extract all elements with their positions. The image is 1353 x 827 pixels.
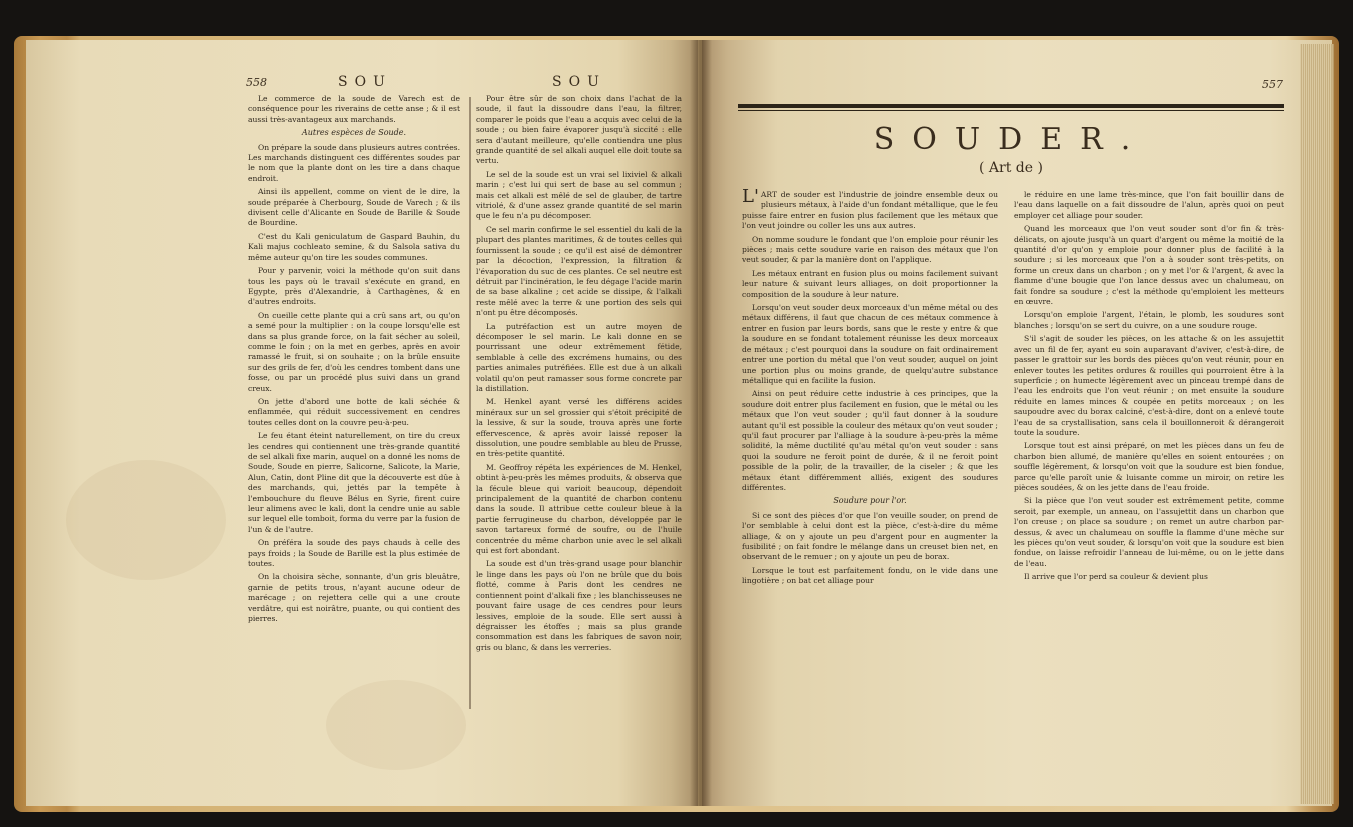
paper-stain [66,460,226,580]
article-title: SOUDER. [873,122,1149,157]
paragraph: Le feu étant éteint naturellement, on tire du creux les cendres qui contiennent une très-grande quantité de sel alkali fixe marin, auquel on a donné les noms de Soude, Soude en pierre, Salicorne, Salicote, la Marie, Alun, Catin, dont Pline dit que la découverte est dûe à des marchands, qui, jettés par la tempête à l'embouchure du fleuve Bélus en Syrie, firent cuire leur alimens avec le kali, dont la cendre unie au sable sur lequel elle tomboit, forma du verre par la fusion de l'un & de l'autre. [248,431,460,534]
paragraph: le réduire en une lame très-mince, que l'on fait bouillir dans de l'eau dans laquelle on a fait dissoudre de l'alun, après quoi on peut employer cet alliage pour souder. [1014,190,1284,220]
paragraph: Le sel de la soude est un vrai sel lixiviel & alkali marin ; c'est lui qui sert de base au sel commun ; mais cet alkali est mêlé de sel de glauber, de tartre vitriolé, & d'une assez grande quantité de sel marin que le feu n'a pu décomposer. [476,169,682,221]
paragraph: On cueille cette plante qui a crû sans art, ou qu'on a semé pour la multiplier : on la coupe lorsqu'elle est dans sa plus grande force, on la fait sécher au soleil, comme le foin ; on la met en gerbes, après en avoir ramassé le fruit, si on souhaite ; on la brûle ensuite sur des grils de fer, d'où les cendres tombent dans une fosse, ou par un procédé plus suivi dans un grand creux. [248,310,460,393]
paragraph: Le commerce de la soude de Varech est de conséquence pour les riverains de cette anse ; & il est aussi très-avantageux aux marchands. [248,94,460,124]
right-page-number: 557 [1262,78,1283,91]
paragraph: L'ART de souder est l'industrie de joindre ensemble deux ou plusieurs métaux, à l'aide d'un fondant métallique, que le feu puisse faire entrer en fusion plus facilement que les métaux que l'on veut joindre ou coller les uns aux autres. [742,186,998,231]
paragraph: Ainsi on peut réduire cette industrie à ces principes, que la soudure doit entrer plus facilement en fusion, que le métal ou les métaux que l'on veut souder ; qu'il faut donner à la soudure autant qu'il est possible la couleur des métaux qu'on veut souder ; qu'il faut procurer par l'alliage à la soudure à-peu-près la même solidité, la même ductilité qu'au métal qu'on veut souder : sans quoi la soudure ne feroit point de durée, & il ne feroit point possible de la polir, de la travailler, de la ciseler ; & que les métaux étant différemment alliés, exigent des soudures différentes. [742,389,998,492]
paragraph: Pour être sûr de son choix dans l'achat de la soude, il faut la dissoudre dans l'eau, la filtrer, comparer le poids que l'eau a acquis avec celui de la soude ; ou bien faire évaporer jusqu'à siccité : elle sera d'autant meilleure, qu'elle contiendra une plus grande quantité de sel alkali auquel elle doit toute sa vertu. [476,94,682,166]
column-bracket [469,97,471,709]
paragraph: M. Henkel ayant versé les différens acides minéraux sur un sel grossier qui s'étoit précipité de la lessive, & sur la soude, trouva après une forte effervescence, & après avoir laissé reposer la dissolution, une poudre semblable au bleu de Prusse, en très-petite quantité. [476,397,682,459]
article-subtitle: ( Art de ) [979,160,1043,176]
paragraph: Il arrive que l'or perd sa couleur & devient plus [1024,572,1208,582]
paragraph: Lorsque tout est ainsi préparé, on met les pièces dans un feu de charbon bien allumé, de manière qu'elles en soient entourées ; on souffle légèrement, & lorsqu'on voit que la soudure est bien fondue, parce qu'elle paroît unie & luisante comme un miroir, on retire les pièces soudées, & on les jette dans de l'eau froide. [1014,441,1284,492]
page-block-edge [1300,44,1334,804]
book-gutter [690,40,712,806]
paragraph: Si ce sont des pièces d'or que l'on veuille souder, on prend de l'or semblable à celui dont est la pièce, c'est-à-dire du même alliage, & on y ajoute un peu d'argent pour en augmenter la fusibilité ; on fait fondre le mélange dans un creuset bien net, en observant de le remuer ; on y ajoute un peu de borax. [742,510,998,562]
section-heading: Soudure pour l'or. [833,496,907,506]
paragraph: On préféra la soude des pays chauds à celle des pays froids ; la Soude de Barille est la plus estimée de toutes. [248,538,460,569]
paragraph: C'est du Kali geniculatum de Gaspard Bauhin, du Kali majus cochleato semine, & du Salsola sativa du même auteur qu'on tire les soudes communes. [248,231,460,262]
section-heading: Autres espèces de Soude. [301,128,407,138]
left-column-2 [476,94,682,794]
paragraph: On nomme soudure le fondant que l'on emploie pour réunir les pièces ; mais cette soudure varie en raison des métaux que l'on veut souder, & par la manière dont on l'applique. [742,234,998,265]
left-running-head-2: SOU [552,74,606,90]
paragraph: Quand les morceaux que l'on veut souder sont d'or fin & très-délicats, on ajoute jusqu'à un quart d'argent ou même la moitié de la quantité d'or qu'on y emploie pour donner plus de facilité à la soudure ; si les morceaux que l'on a à souder sont très-petits, on forme un creux dans un charbon ; on y met l'or & l'argent, & avec la flamme d'une bougie que l'on lance dessus avec un chalumeau, on fait fondre sa soudure ; c'est la méthode qu'emploient les metteurs en œuvre. [1014,224,1284,307]
right-column-1 [742,186,998,800]
paragraph: Pour y parvenir, voici la méthode qu'on suit dans tous les pays où le travail s'exécute en grand, en Egypte, près d'Alexandrie, à Carthagènes, & en d'autres endroits. [248,266,460,307]
paragraph: Les métaux entrant en fusion plus ou moins facilement suivant leur nature & suivant leurs alliages, on doit proportionner la composition de la soudure à leur nature. [742,268,998,299]
left-column-1 [248,94,460,794]
paragraph: Si la pièce que l'on veut souder est extrêmement petite, comme seroit, par exemple, un anneau, on l'assujettit dans un charbon que l'on creuse ; on place sa soudure ; on remet un autre charbon par-dessus, & avec un chalumeau on souffle la flamme d'une mèche sur les pièces qu'on veut souder, & lorsqu'on voit que la soudure est bien fondue, on laisse refroidir l'anneau de lui-même, ou on le jette dans de l'eau. [1014,496,1284,568]
paragraph: Lorsqu'on emploie l'argent, l'étain, le plomb, les soudures sont blanches ; lorsqu'on se sert du cuivre, on a une soudure rouge. [1014,310,1284,330]
left-page-number: 558 [246,76,267,89]
paragraph: S'il s'agit de souder les pièces, on les attache & on les assujettit avec un fil de fer, ayant eu soin auparavant d'aviver, c'est-à-dire, de passer le grattoir sur les bords des pièces qu'on veut réunir, pour en enlever toutes les petites ordures & rouilles qui pourroient être à la superficie ; on humecte légèrement avec un pinceau trempé dans de l'eau les endroits que l'on veut réunir ; on met ensuite la soudure réduite en lames minces & coupée en petits morceaux ; on les saupoudre avec du borax calciné, c'est-à-dire, dont on a enlevé toute l'eau de sa crystallisation, sans cela il bouillonneroit & dérangeroit toute la soudure. [1014,334,1284,437]
paragraph: La putréfaction est un autre moyen de décomposer le sel marin. Le kali donne en se pourrissant une odeur extrêmement fétide, semblable à celle des excrémens humains, ou des parties animales putréfiées. Elle est due à un alkali volatil qu'on peut ramasser sous forme concrete par la distillation. [476,321,682,393]
paragraph: Lorsqu'on veut souder deux morceaux d'un même métal ou des métaux différens, il faut que chacun de ces métaux commence à entrer en fusion par leurs bords, sans que le reste y entre & que la soudure en se fondant totalement réunisse les deux morceaux de métaux ; c'est pourquoi dans la soudure on fait ordinairement entrer une portion du métal que l'on veut souder, auquel on joint une portion plus ou moins grande, de quelqu'autre substance métallique qui en facilite la fusion. [742,303,998,385]
right-column-2 [1014,190,1284,800]
paragraph: Ainsi ils appellent, comme on vient de le dire, la soude préparée à Cherbourg, Soude de Varech ; & ils divisent celle d'Alicante en Soude de Barille & Soude de Bourdine. [248,187,460,228]
title-rule-thick [738,104,1284,108]
paragraph: La soude est d'un très-grand usage pour blanchir le linge dans les pays où l'on ne brûle que du bois flotté, comme à Paris dont les cendres ne contiennent point d'alkali fixe ; les blanchisseuses ne pouvant faire usage de ces cendres pour leurs lessives, emploie de la soude. Elle sert aussi à dégraisser les étoffes ; mais sa plus grande consommation est dans les fabriques de savon noir, gris ou blanc, & dans les verreries. [476,559,682,652]
paragraph: M. Geoffroy répéta les expériences de M. Henkel, obtint à-peu-près les mêmes produits, & observa que la fécule bleue qui varioit beaucoup, dépendoit principalement de la quantité de charbon contenu dans la soude. Il attribue cette couleur bleue à la partie ferrugineuse du charbon, développée par le savon tartareux formé de soufre, ou de l'huile concentrée du même charbon unie avec le sel alkali qui est fort abondant. [476,462,682,556]
title-rule-thin [738,110,1284,111]
paragraph: Lorsque le tout est parfaitement fondu, on le vide dans une lingotière ; on bat cet alliage pour [742,565,998,586]
left-running-head-1: SOU [338,74,392,90]
paragraph: On jette d'abord une botte de kali séchée & enflammée, qui réduit successivement en cendres toutes celles dont on la couvre peu-à-peu. [248,396,460,427]
paragraph: Ce sel marin confirme le sel essentiel du kali de la plupart des plantes maritimes, & de toutes celles qui fournissent la soude ; ce qu'il est aisé de démontrer par la décoction, l'expression, la filtration & l'évaporation du suc de ces plantes. Ce sel neutre est détruit par l'incinération, le feu dégage l'acide marin de sa base alkaline ; cet acide se dissipe, & l'alkali reste mêlé avec la terre & une portion des sels qui n'ont pu être décomposés. [476,224,682,318]
paragraph: On prépare la soude dans plusieurs autres contrées. Les marchands distinguent ces différentes soudes par le nom que la plante dont on les tire a dans chaque endroit. [248,142,460,183]
paragraph: On la choisira sèche, sonnante, d'un gris bleuâtre, garnie de petits trous, n'ayant aucune odeur de marécage ; on rejettera celle qui a une croute verdâtre, qui est noirâtre, puante, ou qui contient des pierres. [248,572,460,624]
